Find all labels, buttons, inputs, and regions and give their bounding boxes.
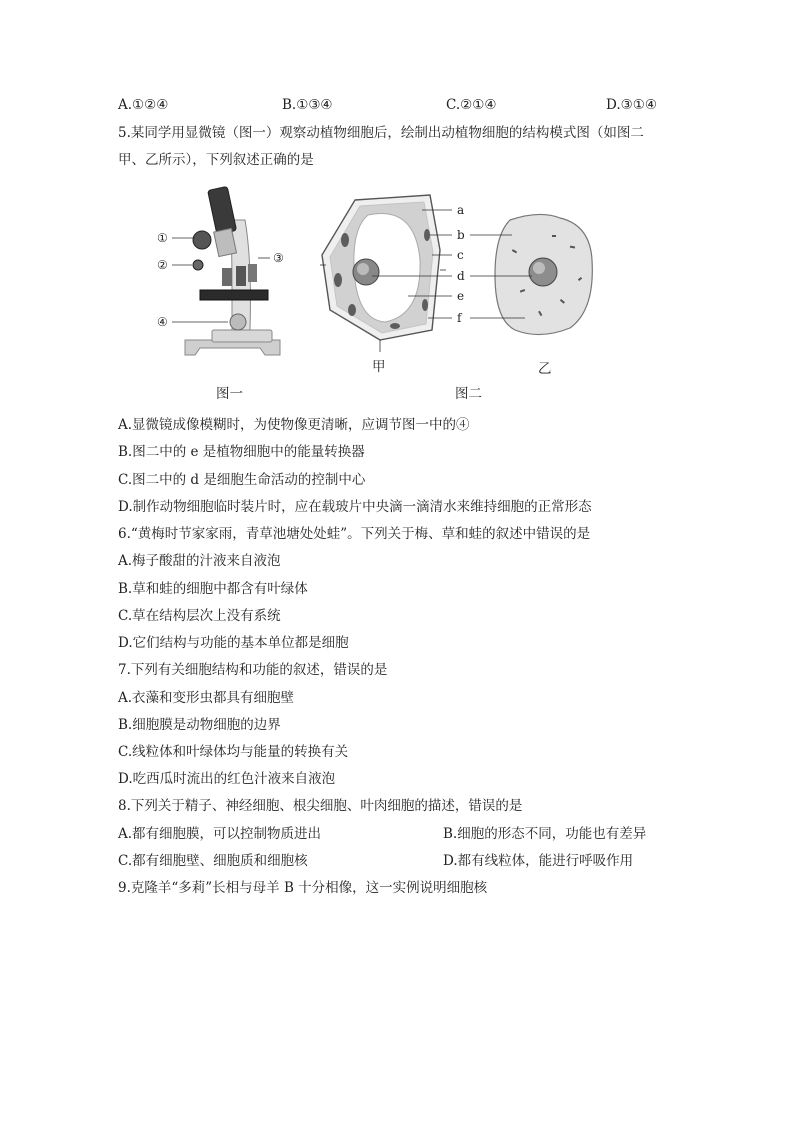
label-b: b xyxy=(457,228,465,242)
q4-option-a: A.①②④ xyxy=(118,97,169,113)
q5-figure xyxy=(140,180,660,400)
q6-option-a: A.梅子酸甜的汁液来自液泡 xyxy=(118,553,281,569)
q8-stem: 8.下列关于精子、神经细胞、根尖细胞、叶肉细胞的描述，错误的是 xyxy=(118,798,523,814)
q8-option-a: A.都有细胞膜，可以控制物质进出 xyxy=(118,826,322,842)
label-e: e xyxy=(457,289,465,303)
q5-option-d: D.制作动物细胞临时装片时，应在载玻片中央滴一滴清水来维持细胞的正常形态 xyxy=(118,499,592,515)
q4-option-c: C.②①④ xyxy=(446,97,497,113)
q5-option-c: C.图二中的 d 是细胞生命活动的控制中心 xyxy=(118,472,366,488)
q6-option-c: C.草在结构层次上没有系统 xyxy=(118,608,281,624)
q4-option-d: D.③①④ xyxy=(606,97,657,113)
plant-cell-illustration xyxy=(320,195,452,352)
label-d: d xyxy=(457,269,465,283)
q5-stem-line1: 5.某同学用显微镜（图一）观察动植物细胞后，绘制出动植物细胞的结构模式图（如图二 xyxy=(118,125,644,141)
q7-option-c: C.线粒体和叶绿体均与能量的转换有关 xyxy=(118,744,349,760)
q5-stem-line2: 甲、乙所示），下列叙述正确的是 xyxy=(118,152,314,168)
label-c: c xyxy=(457,248,464,262)
cell-name-jia: 甲 xyxy=(372,359,386,375)
q6-option-b: B.草和蛙的细胞中都含有叶绿体 xyxy=(118,581,308,597)
q5-option-b: B.图二中的 e 是植物细胞中的能量转换器 xyxy=(118,444,365,460)
marker-2: ② xyxy=(157,258,168,272)
caption-figure-2: 图二 xyxy=(455,386,482,402)
q6-option-d: D.它们结构与功能的基本单位都是细胞 xyxy=(118,635,349,651)
q8-option-b: B.细胞的形态不同，功能也有差异 xyxy=(443,826,647,842)
cell-name-yi: 乙 xyxy=(538,361,552,377)
q4-option-b: B.①③④ xyxy=(282,97,333,113)
marker-1: ① xyxy=(157,231,168,245)
q9-stem: 9.克隆羊“多莉”长相与母羊 B 十分相像，这一实例说明细胞核 xyxy=(118,880,488,896)
q7-option-b: B.细胞膜是动物细胞的边界 xyxy=(118,717,281,733)
marker-3: ③ xyxy=(273,251,284,265)
q8-option-c: C.都有细胞壁、细胞质和细胞核 xyxy=(118,853,308,869)
q5-option-a: A.显微镜成像模糊时，为使物像更清晰，应调节图一中的④ xyxy=(118,417,470,433)
marker-4: ④ xyxy=(157,315,168,329)
q7-option-d: D.吃西瓜时流出的红色汁液来自液泡 xyxy=(118,771,336,787)
q6-stem: 6.“黄梅时节家家雨，青草池塘处处蛙”。下列关于梅、草和蛙的叙述中错误的是 xyxy=(118,526,591,542)
q8-option-d: D.都有线粒体，能进行呼吸作用 xyxy=(443,853,634,869)
figure-drawing xyxy=(140,180,660,400)
q7-stem: 7.下列有关细胞结构和功能的叙述，错误的是 xyxy=(118,662,388,678)
animal-cell-illustration xyxy=(470,214,592,334)
microscope-illustration xyxy=(172,186,280,355)
label-f: f xyxy=(457,311,462,325)
caption-figure-1: 图一 xyxy=(216,386,243,402)
label-a: a xyxy=(457,203,465,217)
q7-option-a: A.衣藻和变形虫都具有细胞壁 xyxy=(118,690,295,706)
